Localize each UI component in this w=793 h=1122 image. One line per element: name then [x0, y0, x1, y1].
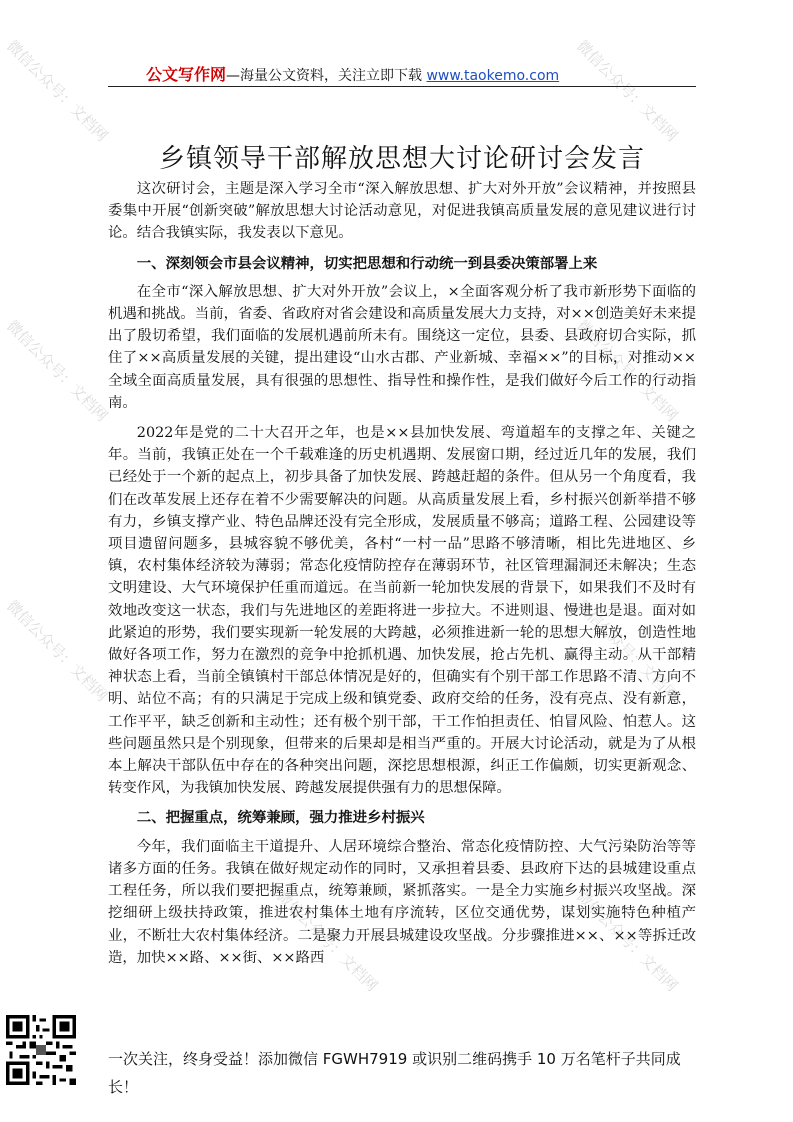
- watermark: 微信公众号：文档网: [3, 36, 112, 145]
- watermark: 微信公众号：文档网: [273, 886, 382, 995]
- watermark: 微信公众号：文档网: [573, 36, 682, 145]
- body-paragraph: 今年，我们面临主干道提升、人居环境综合整治、常态化疫情防控、大气污染防治等等诸多方面的任务。我镇在做好规定动作的同时，又承担着县委、县政府下达的县城建设重点工程任务，所以我们要把握重点，统筹兼顾，紧抓落实。一是全力实施乡村振兴攻坚战。深挖细研上级扶持政策，推进农村集体土地有序流转，区位交通优势，谋划实施特色种植产业，不断壮大农村集体经济。二是聚力开展县城建设攻坚战。分步骤推进××、××等拆迁改造，加快××路、××街、××路西: [108, 838, 696, 966]
- watermark: 微信公众号：文档网: [3, 316, 112, 425]
- body-paragraph: 在全市“深入解放思想、扩大对外开放”会议上，×全面客观分析了我市新形势下面临的机遇和挑战。当前，省委、省政府对省会建设和高质量发展大力支持，对××创造美好未来提出了殷切希望，我们面临的发展机遇前所未有。围绕这一定位，县委、县政府切合实际，抓住了××高质量发展的关键，提出建设“山水古郡、产业新城、幸福××”的目标，对推动××全域全面高质量发展，具有很强的思想性、指导性和操作性，是我们做好今后工作的行动指南。: [108, 283, 696, 411]
- watermark: 微信公众号：文档网: [573, 596, 682, 705]
- footer-promo: 一次关注，终身受益！添加微信 FGWH7919 或识别二维码携手 10 万名笔杆子共同成长！: [108, 1050, 681, 1096]
- intro-paragraph: 这次研讨会，主题是深入学习全市“深入解放思想、扩大对外开放”会议精神，并按照县委集中开展“创新突破”解放思想大讨论活动意见，对促进我镇高质量发展的意见建议进行讨论。结合我镇实际，我发表以下意见。: [108, 181, 696, 242]
- document-title: 乡镇领导干部解放思想大讨论研讨会发言: [158, 144, 645, 174]
- watermark: 微信公众号：文档网: [3, 596, 112, 705]
- website-link[interactable]: www.taokemo.com: [426, 68, 560, 84]
- qr-code-icon[interactable]: [6, 1015, 76, 1085]
- watermark: 微信公众号：文档网: [573, 886, 682, 995]
- page-header: [108, 58, 696, 87]
- watermark: 微信公众号：文档网: [573, 316, 682, 425]
- section-heading: 二、把握重点，统筹兼顾，强力推进乡村振兴: [136, 810, 425, 827]
- body-paragraph: 2022年是党的二十大召开之年，也是××县加快发展、弯道超车的支撑之年、关键之年。当前，我镇正处在一个千载难逢的历史机遇期、发展窗口期，经过近几年的发展，我们已经处于一个新的起点上，初步具备了加快发展、跨越赶超的条件。但从另一个角度看，我们在改革发展上还存在着不少需要解决的问题。从高质量发展上看，乡村振兴创新举措不够有力，乡镇支撑产业、特色品牌还没有完全形成，发展质量不够高；道路工程、公园建设等项目遗留问题多，县城容貌不够优美，各村“一村一品”思路不够清晰，相比先进地区、乡镇，农村集体经济较为薄弱；常态化疫情防控存在薄弱环节，社区管理漏洞还未解决；生态文明建设、大气环境保护任重而道远。在当前新一轮加快发展的背景下，如果我们不及时有效地改变这一状态，我们与先进地区的差距将进一步拉大。不进则退、慢进也是退。面对如此紧迫的形势，我们要实现新一轮发展的大跨越，必须推进新一轮的思想大解放，创造性地做好各项工作，努力在激烈的竞争中抢抓机遇、加快发展，抢占先机、赢得主动。从干部精神状态上看，当前全镇镇村干部总体情况是好的，但确实有个别干部工作思路不清、方向不明、站位不高；有的只满足于完成上级和镇党委、政府交给的任务，没有亮点、没有新意，工作平平，缺乏创新和主动性；还有极个别干部，干工作怕担责任、怕冒风险、怕惹人。这些问题虽然只是个别现象，但带来的后果却是相当严重的。开展大讨论活动，就是为了从根本上解决干部队伍中存在的各种突出问题，深挖思想根源，纠正工作偏颇，切实更新观念、转变作风，为我镇加快发展、跨越发展提供强有力的思想保障。: [108, 425, 696, 797]
- header-tagline: —海量公文资料，关注立即下载: [226, 68, 427, 84]
- section-heading: 一、深刻领会市县会议精神，切实把思想和行动统一到县委决策部署上来: [136, 255, 598, 272]
- brand-name: 公文写作网: [146, 65, 227, 84]
- document-body: [108, 178, 696, 969]
